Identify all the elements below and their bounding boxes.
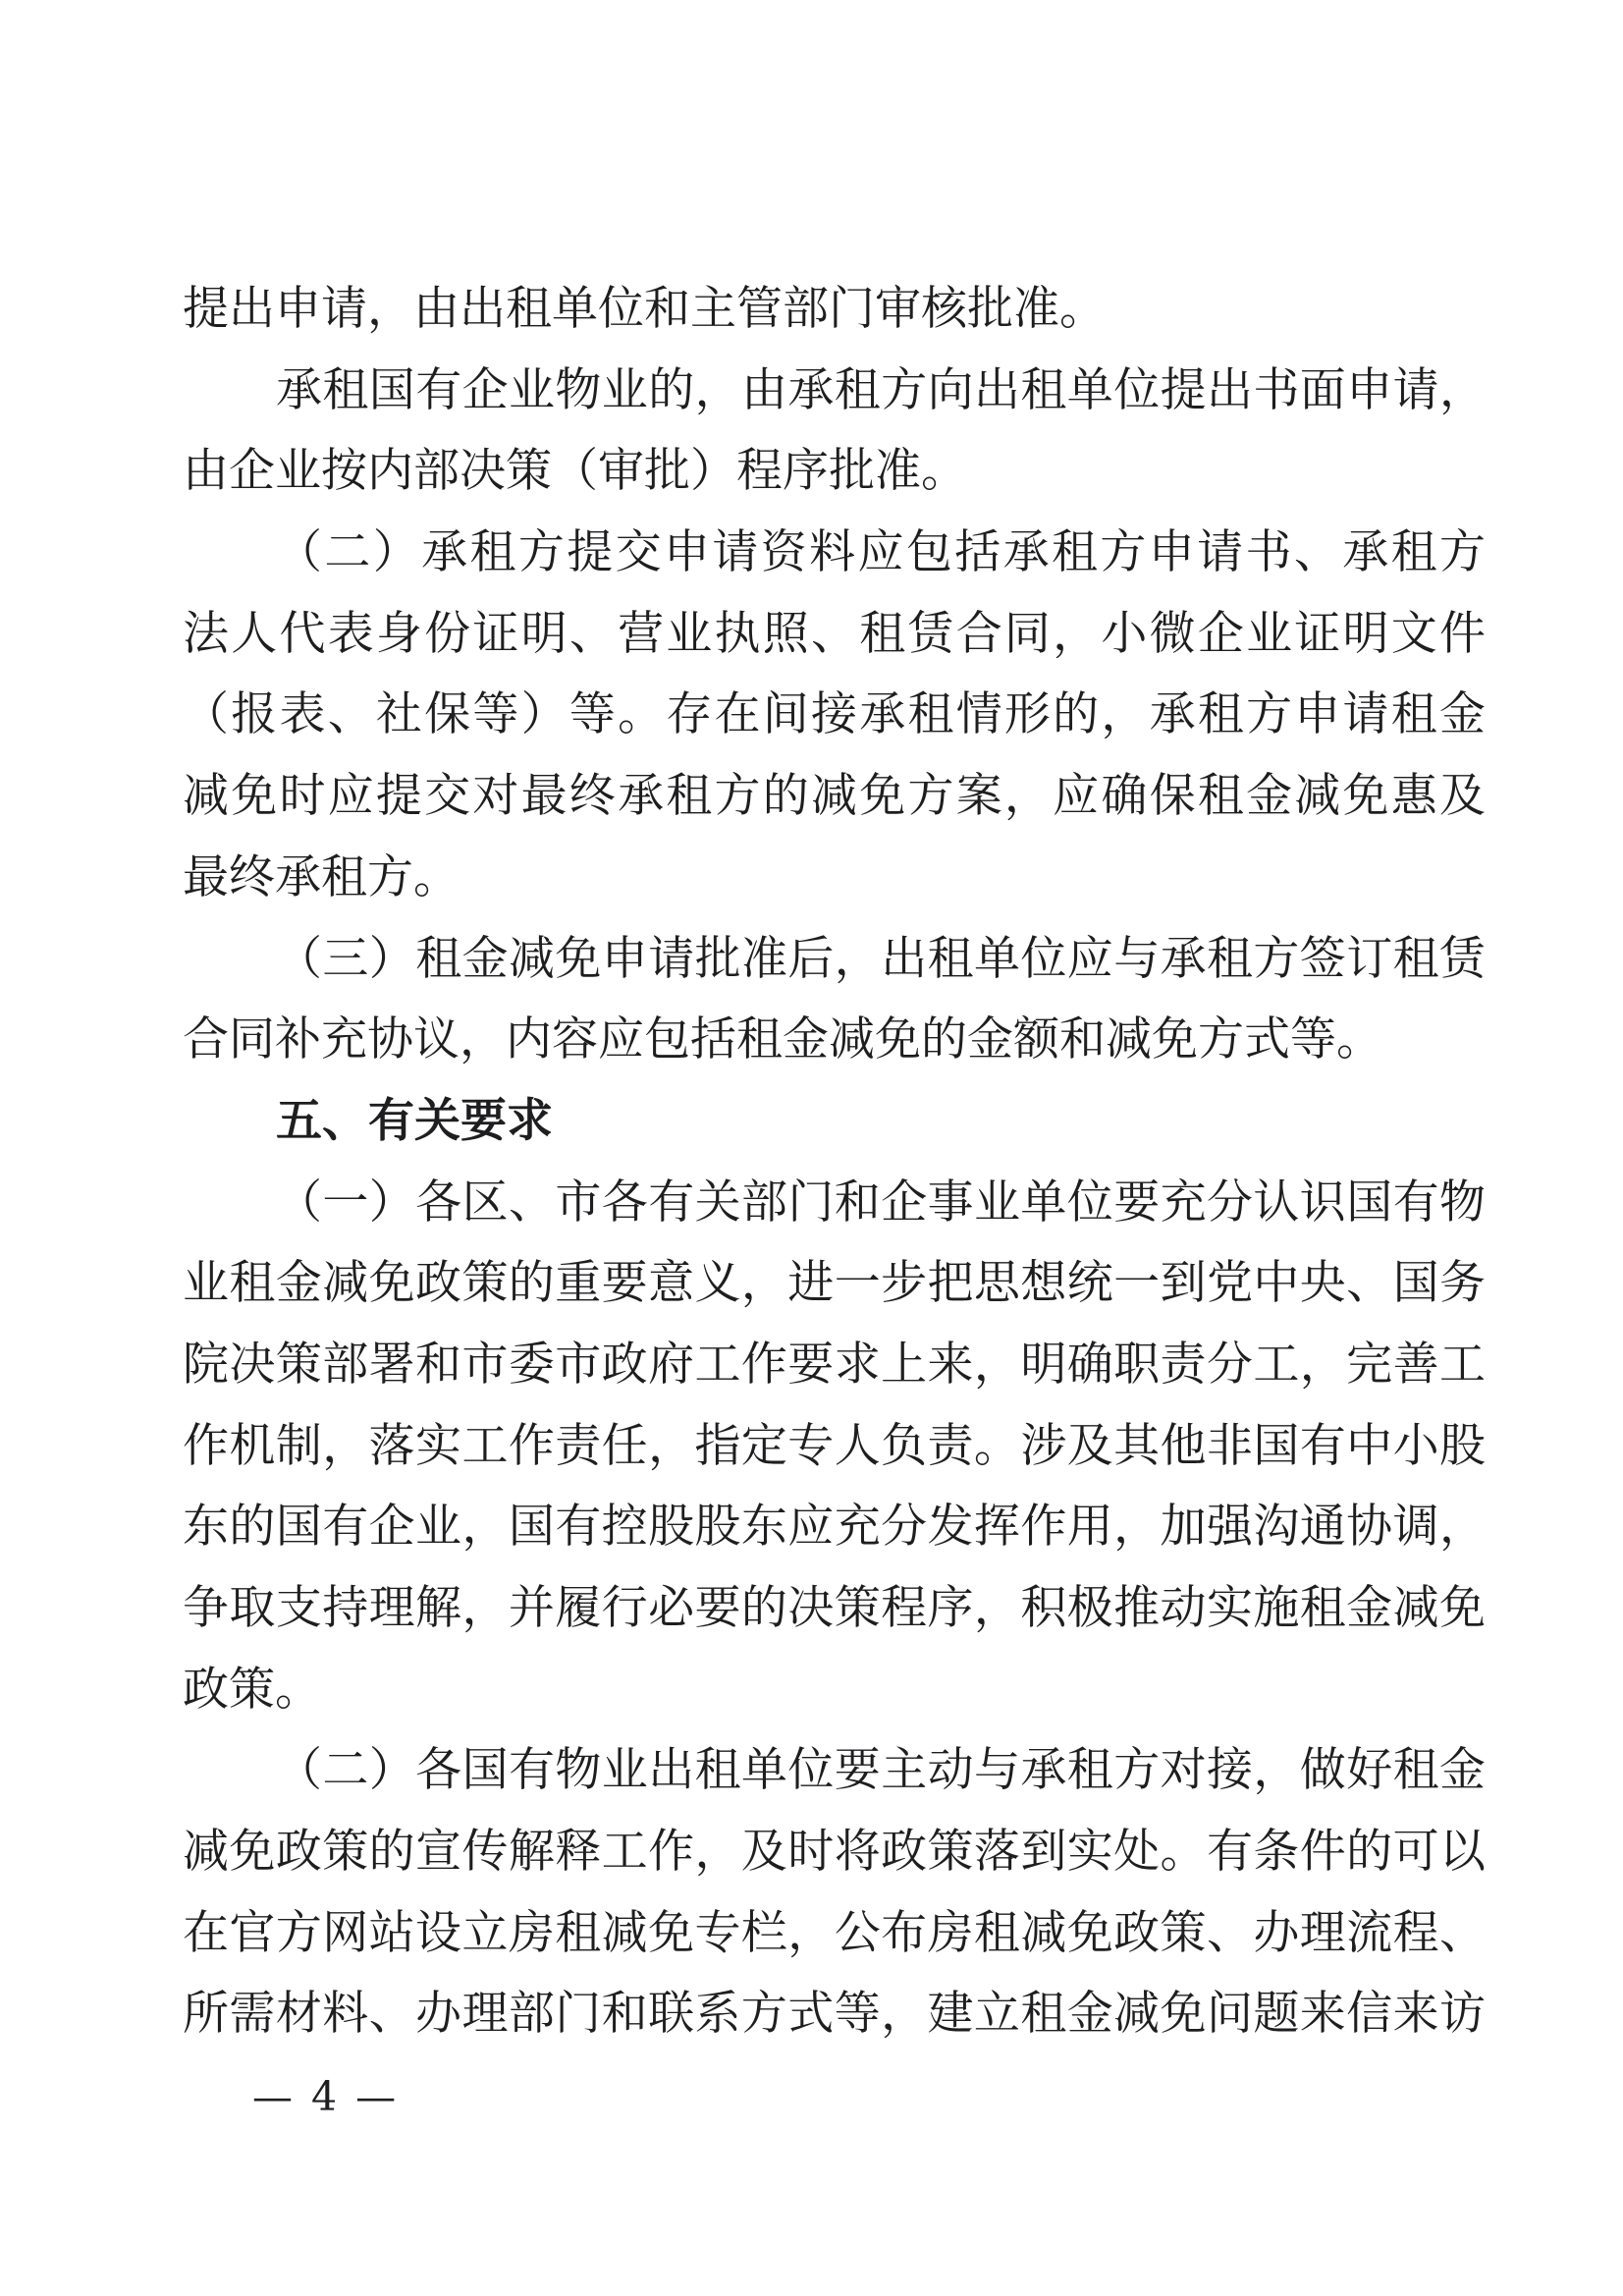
text-line: （三）租金减免申请批准后，出租单位应与承租方签订租赁 xyxy=(276,931,1486,986)
text-line: 提出申请，由出租单位和主管部门审核批准。 xyxy=(183,282,1106,336)
text-line: （二）各国有物业出租单位要主动与承租方对接，做好租金 xyxy=(276,1743,1486,1798)
text-line: 法人代表身份证明、营业执照、租赁合同，小微企业证明文件 xyxy=(183,606,1486,661)
text-line: 院决策部署和市委市政府工作要求上来，明确职责分工，完善工 xyxy=(183,1337,1486,1392)
text-line: 争取支持理解，并履行必要的决策程序，积极推动实施租金减免 xyxy=(183,1581,1486,1635)
page-number: — 4 — xyxy=(252,2073,400,2120)
text-line: 东的国有企业，国有控股股东应充分发挥作用，加强沟通协调， xyxy=(183,1500,1486,1555)
text-line: 由企业按内部决策（审批）程序批准。 xyxy=(183,444,967,499)
text-line: 作机制，落实工作责任，指定专人负责。涉及其他非国有中小股 xyxy=(183,1418,1486,1473)
text-line: （一）各区、市各有关部门和企事业单位要充分认识国有物 xyxy=(276,1175,1486,1230)
document-body xyxy=(183,269,1486,2055)
text-line: 减免时应提交对最终承租方的减免方案，应确保租金减免惠及 xyxy=(183,769,1486,824)
text-line: 在官方网站设立房租减免专栏，公布房租减免政策、办理流程、 xyxy=(183,1905,1486,1960)
text-line: 五、有关要求 xyxy=(276,1093,553,1148)
text-line: 政策。 xyxy=(183,1662,321,1717)
text-line: （二）承租方提交申请资料应包括承租方申请书、承租方 xyxy=(276,525,1486,580)
text-line: 减免政策的宣传解释工作，及时将政策落到实处。有条件的可以 xyxy=(183,1825,1486,1880)
text-line: 合同补充协议，内容应包括租金减免的金额和减免方式等。 xyxy=(183,1012,1382,1067)
text-line: 最终承租方。 xyxy=(183,849,460,904)
text-line: 业租金减免政策的重要意义，进一步把思想统一到党中央、国务 xyxy=(183,1256,1486,1311)
text-line: （报表、社保等）等。存在间接承租情形的，承租方申请租金 xyxy=(183,687,1486,742)
text-line: 承租国有企业物业的，由承租方向出租单位提出书面申请， xyxy=(276,362,1486,417)
text-line: 所需材料、办理部门和联系方式等，建立租金减免问题来信来访 xyxy=(183,1987,1486,2042)
